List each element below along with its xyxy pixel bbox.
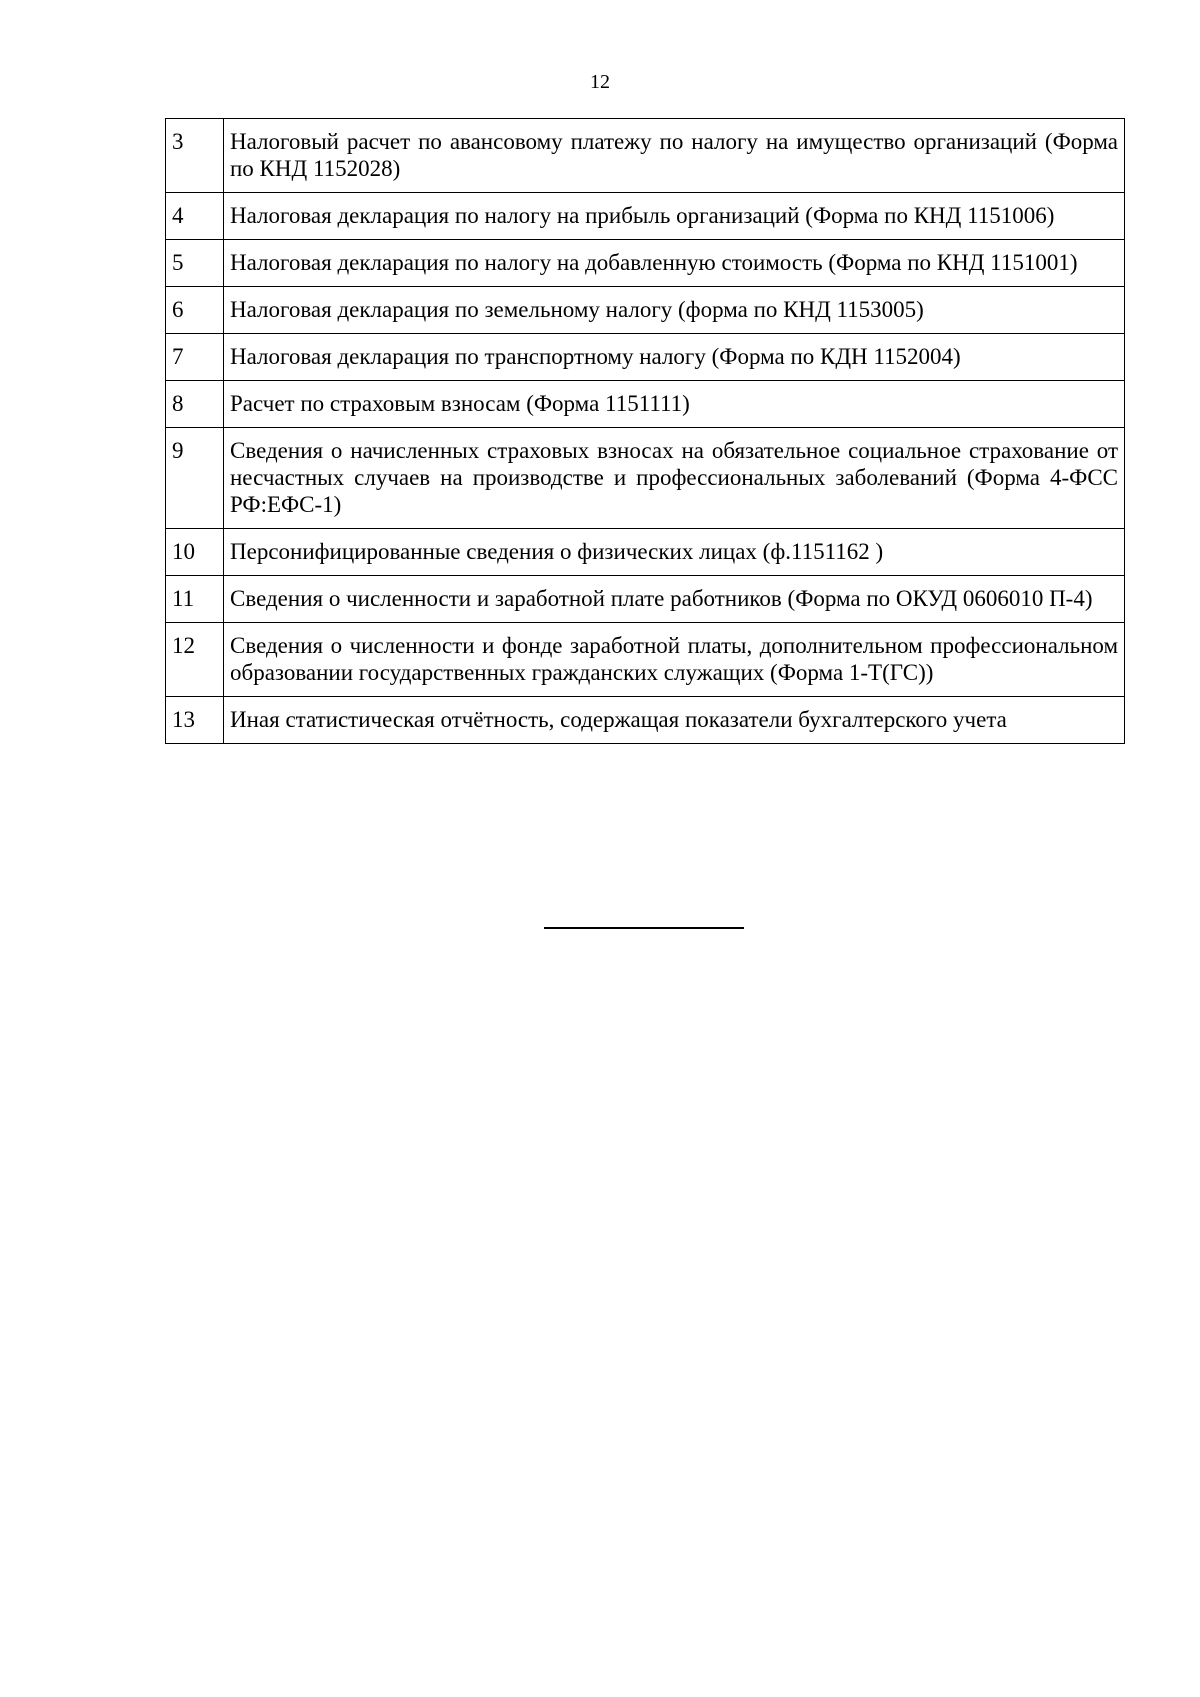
row-description: Налоговая декларация по налогу на прибыль организаций (Форма по КНД 1151006) (224, 193, 1125, 240)
page-number: 12 (590, 71, 610, 93)
table-row (166, 334, 1125, 381)
row-number: 4 (166, 193, 224, 240)
row-number: 6 (166, 287, 224, 334)
table-row (166, 623, 1125, 697)
row-number: 5 (166, 240, 224, 287)
row-description: Иная статистическая отчётность, содержащая показатели бухгалтерского учета (224, 697, 1125, 744)
row-number: 3 (166, 119, 224, 193)
row-number: 10 (166, 529, 224, 576)
row-number: 11 (166, 576, 224, 623)
reporting-forms-table (165, 118, 1125, 744)
row-description: Налоговая декларация по транспортному налогу (Форма по КДН 1152004) (224, 334, 1125, 381)
table-row (166, 697, 1125, 744)
table-row (166, 529, 1125, 576)
row-description: Сведения о численности и фонде заработной платы, дополнительном профессиональном образовании государственных гражданских служащих (Форма 1-Т(ГС)) (224, 623, 1125, 697)
row-description: Сведения о численности и заработной плате работников (Форма по ОКУД 0606010 П-4) (224, 576, 1125, 623)
row-description: Расчет по страховым взносам (Форма 1151111) (224, 381, 1125, 428)
row-number: 12 (166, 623, 224, 697)
row-description: Налоговая декларация по земельному налогу (форма по КНД 1153005) (224, 287, 1125, 334)
table-row (166, 381, 1125, 428)
row-description: Персонифицированные сведения о физических лицах (ф.1151162 ) (224, 529, 1125, 576)
row-number: 13 (166, 697, 224, 744)
table-row (166, 240, 1125, 287)
row-number: 7 (166, 334, 224, 381)
row-number: 8 (166, 381, 224, 428)
table-row (166, 576, 1125, 623)
row-description: Сведения о начисленных страховых взносах на обязательное социальное страхование от несчастных случаев на производстве и профессиональных заболеваний (Форма 4-ФСС РФ:ЕФС-1) (224, 428, 1125, 529)
table-row (166, 119, 1125, 193)
row-description: Налоговая декларация по налогу на добавленную стоимость (Форма по КНД 1151001) (224, 240, 1125, 287)
row-number: 9 (166, 428, 224, 529)
closing-divider-line (544, 927, 744, 929)
row-description: Налоговый расчет по авансовому платежу по налогу на имущество организаций (Форма по КНД 1152028) (224, 119, 1125, 193)
table-row (166, 428, 1125, 529)
table-row (166, 193, 1125, 240)
table-row (166, 287, 1125, 334)
